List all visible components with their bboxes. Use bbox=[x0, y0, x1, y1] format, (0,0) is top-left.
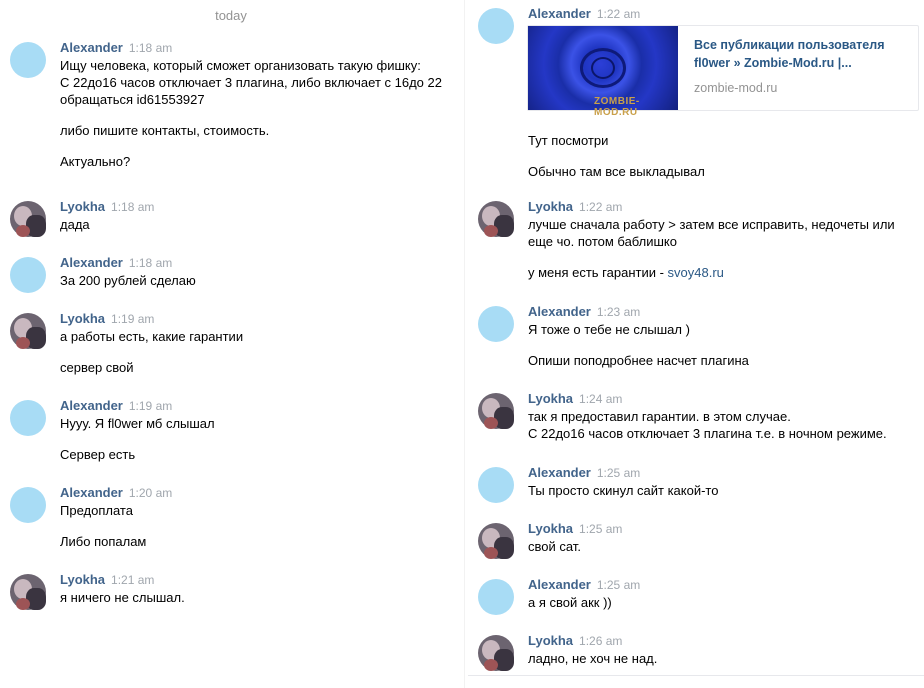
message-text bbox=[528, 594, 918, 611]
avatar-photo-part bbox=[16, 598, 30, 610]
thumbnail-watermark: ZOMBIE-MOD.RU bbox=[594, 96, 640, 118]
message-paragraph: Обычно там все выкладывал bbox=[528, 164, 705, 179]
chat-column-right bbox=[468, 0, 924, 688]
author-name[interactable]: Alexander bbox=[60, 485, 123, 500]
paragraph-gap bbox=[60, 519, 450, 533]
message-text bbox=[60, 502, 450, 550]
message-time[interactable]: 1:24 am bbox=[579, 392, 623, 406]
author-name[interactable]: Alexander bbox=[528, 465, 591, 480]
message-time[interactable]: 1:21 am bbox=[111, 573, 155, 587]
avatar[interactable] bbox=[478, 579, 514, 615]
message-paragraph: я ничего не слышал. bbox=[60, 590, 185, 605]
author-name[interactable]: Alexander bbox=[528, 6, 591, 21]
message-paragraph bbox=[528, 264, 918, 281]
avatar[interactable] bbox=[478, 467, 514, 503]
column-divider bbox=[464, 0, 465, 688]
message-paragraph: либо пишите контакты, стоимость. bbox=[60, 123, 270, 138]
message-text bbox=[528, 132, 918, 180]
message-time[interactable]: 1:25 am bbox=[596, 578, 641, 592]
link-attachment[interactable] bbox=[527, 25, 919, 118]
message-time[interactable]: 1:18 am bbox=[111, 200, 155, 214]
paragraph-gap bbox=[60, 432, 450, 446]
author-name[interactable]: Alexander bbox=[60, 255, 123, 270]
author-name[interactable]: Lyokha bbox=[528, 521, 574, 536]
message-text bbox=[528, 538, 918, 555]
message-header bbox=[528, 577, 640, 592]
message-paragraph: ладно, не хоч не над. bbox=[528, 651, 658, 666]
attachment-title[interactable]: Все публикации пользователя fl0wer » Zombie-Mod.ru |... bbox=[694, 38, 885, 70]
message-text bbox=[60, 57, 450, 170]
author-name[interactable]: Lyokha bbox=[60, 199, 106, 214]
avatar[interactable] bbox=[10, 257, 46, 293]
message-paragraph: Тут посмотри bbox=[528, 133, 609, 148]
paragraph-gap bbox=[60, 345, 450, 359]
message-paragraph: свой сат. bbox=[528, 539, 581, 554]
author-name[interactable]: Alexander bbox=[60, 398, 123, 413]
message-time[interactable]: 1:19 am bbox=[128, 399, 173, 413]
avatar[interactable] bbox=[478, 393, 514, 429]
message-time[interactable]: 1:20 am bbox=[128, 486, 173, 500]
avatar[interactable] bbox=[10, 574, 46, 610]
message-text bbox=[60, 328, 450, 376]
avatar-photo-part bbox=[16, 225, 30, 237]
message-text bbox=[528, 216, 918, 281]
message-paragraph: а я свой акк )) bbox=[528, 595, 612, 610]
avatar[interactable] bbox=[478, 201, 514, 237]
attachment-domain: zombie-mod.ru bbox=[694, 81, 778, 95]
avatar[interactable] bbox=[10, 201, 46, 237]
message-paragraph: так я предоставил гарантии. в этом случае. С 22до16 часов отключает 3 плагина т.е. в ночном режиме. bbox=[528, 409, 887, 441]
message-text bbox=[528, 321, 918, 369]
message-paragraph: Я тоже о тебе не слышал ) bbox=[528, 322, 690, 337]
author-name[interactable]: Lyokha bbox=[60, 572, 106, 587]
message-header bbox=[60, 199, 154, 214]
message-text bbox=[60, 216, 450, 233]
message-paragraph: сервер свой bbox=[60, 360, 134, 375]
message-paragraph: лучше сначала работу > затем все исправить, недочеты или еще чо. потом баблишко bbox=[528, 217, 895, 249]
message-text bbox=[60, 272, 450, 289]
message-paragraph: Предоплата bbox=[60, 503, 133, 518]
avatar-photo-part bbox=[484, 659, 498, 671]
message-text bbox=[60, 589, 450, 606]
message-time[interactable]: 1:18 am bbox=[128, 256, 173, 270]
author-name[interactable]: Lyokha bbox=[528, 633, 574, 648]
paragraph-gap bbox=[528, 149, 918, 163]
paragraph-gap bbox=[528, 338, 918, 352]
message-header bbox=[60, 572, 154, 587]
message-text bbox=[528, 408, 918, 442]
message-paragraph: Актуально? bbox=[60, 154, 131, 169]
message-paragraph: Нууу. Я fl0wer мб слышал bbox=[60, 416, 215, 431]
author-name[interactable]: Alexander bbox=[528, 304, 591, 319]
message-paragraph: а работы есть, какие гарантии bbox=[60, 329, 244, 344]
message-header bbox=[60, 255, 172, 270]
message-text bbox=[528, 482, 918, 499]
avatar[interactable] bbox=[10, 42, 46, 78]
avatar[interactable] bbox=[478, 306, 514, 342]
author-name[interactable]: Lyokha bbox=[528, 199, 574, 214]
message-header bbox=[60, 485, 172, 500]
message-header bbox=[528, 6, 640, 21]
day-separator: today bbox=[215, 8, 247, 23]
message-paragraph: Сервер есть bbox=[60, 447, 136, 462]
message-header bbox=[60, 311, 154, 326]
attachment-thumbnail[interactable] bbox=[528, 26, 678, 118]
avatar[interactable] bbox=[10, 400, 46, 436]
message-time[interactable]: 1:25 am bbox=[579, 522, 623, 536]
author-name[interactable]: Lyokha bbox=[60, 311, 106, 326]
avatar[interactable] bbox=[478, 635, 514, 671]
avatar[interactable] bbox=[10, 487, 46, 523]
message-paragraph: За 200 рублей сделаю bbox=[60, 273, 196, 288]
message-header bbox=[60, 398, 172, 413]
message-time[interactable]: 1:19 am bbox=[111, 312, 155, 326]
avatar[interactable] bbox=[10, 313, 46, 349]
bottom-divider bbox=[468, 675, 924, 676]
message-header bbox=[528, 391, 622, 406]
paragraph-gap bbox=[60, 108, 450, 122]
author-name[interactable]: Lyokha bbox=[528, 391, 574, 406]
message-header bbox=[528, 633, 622, 648]
rose-petal bbox=[591, 57, 615, 79]
message-header bbox=[528, 521, 622, 536]
avatar-photo-part bbox=[484, 225, 498, 237]
avatar[interactable] bbox=[478, 8, 514, 44]
message-paragraph: Ты просто скинул сайт какой-то bbox=[528, 483, 719, 498]
message-paragraph: Ищу человека, который сможет организовать такую фишку: С 22до16 часов отключает 3 плагина, либо включает с 16до 22 обращаться id61553927 bbox=[60, 58, 442, 107]
message-header bbox=[528, 199, 622, 214]
paragraph-gap bbox=[60, 139, 450, 153]
avatar-photo-part bbox=[484, 547, 498, 559]
message-time[interactable]: 1:26 am bbox=[579, 634, 623, 648]
message-time[interactable]: 1:23 am bbox=[596, 305, 641, 319]
message-header bbox=[528, 465, 640, 480]
paragraph-gap bbox=[528, 250, 918, 264]
message-paragraph: Опиши поподробнее насчет плагина bbox=[528, 353, 749, 368]
site-link[interactable]: svoy48.ru bbox=[667, 265, 724, 280]
message-text bbox=[60, 415, 450, 463]
author-name[interactable]: Alexander bbox=[60, 40, 123, 55]
message-time[interactable]: 1:25 am bbox=[596, 466, 641, 480]
message-paragraph: Либо попалам bbox=[60, 534, 147, 549]
message-time[interactable]: 1:18 am bbox=[128, 41, 173, 55]
guarantee-text: у меня есть гарантии - bbox=[528, 265, 668, 280]
message-paragraph: дада bbox=[60, 217, 90, 232]
message-text bbox=[528, 650, 918, 667]
author-name[interactable]: Alexander bbox=[528, 577, 591, 592]
message-time[interactable]: 1:22 am bbox=[596, 7, 641, 21]
message-header bbox=[60, 40, 172, 55]
avatar-photo-part bbox=[484, 417, 498, 429]
message-header bbox=[528, 304, 640, 319]
avatar-photo-part bbox=[16, 337, 30, 349]
message-time[interactable]: 1:22 am bbox=[579, 200, 623, 214]
avatar[interactable] bbox=[478, 523, 514, 559]
